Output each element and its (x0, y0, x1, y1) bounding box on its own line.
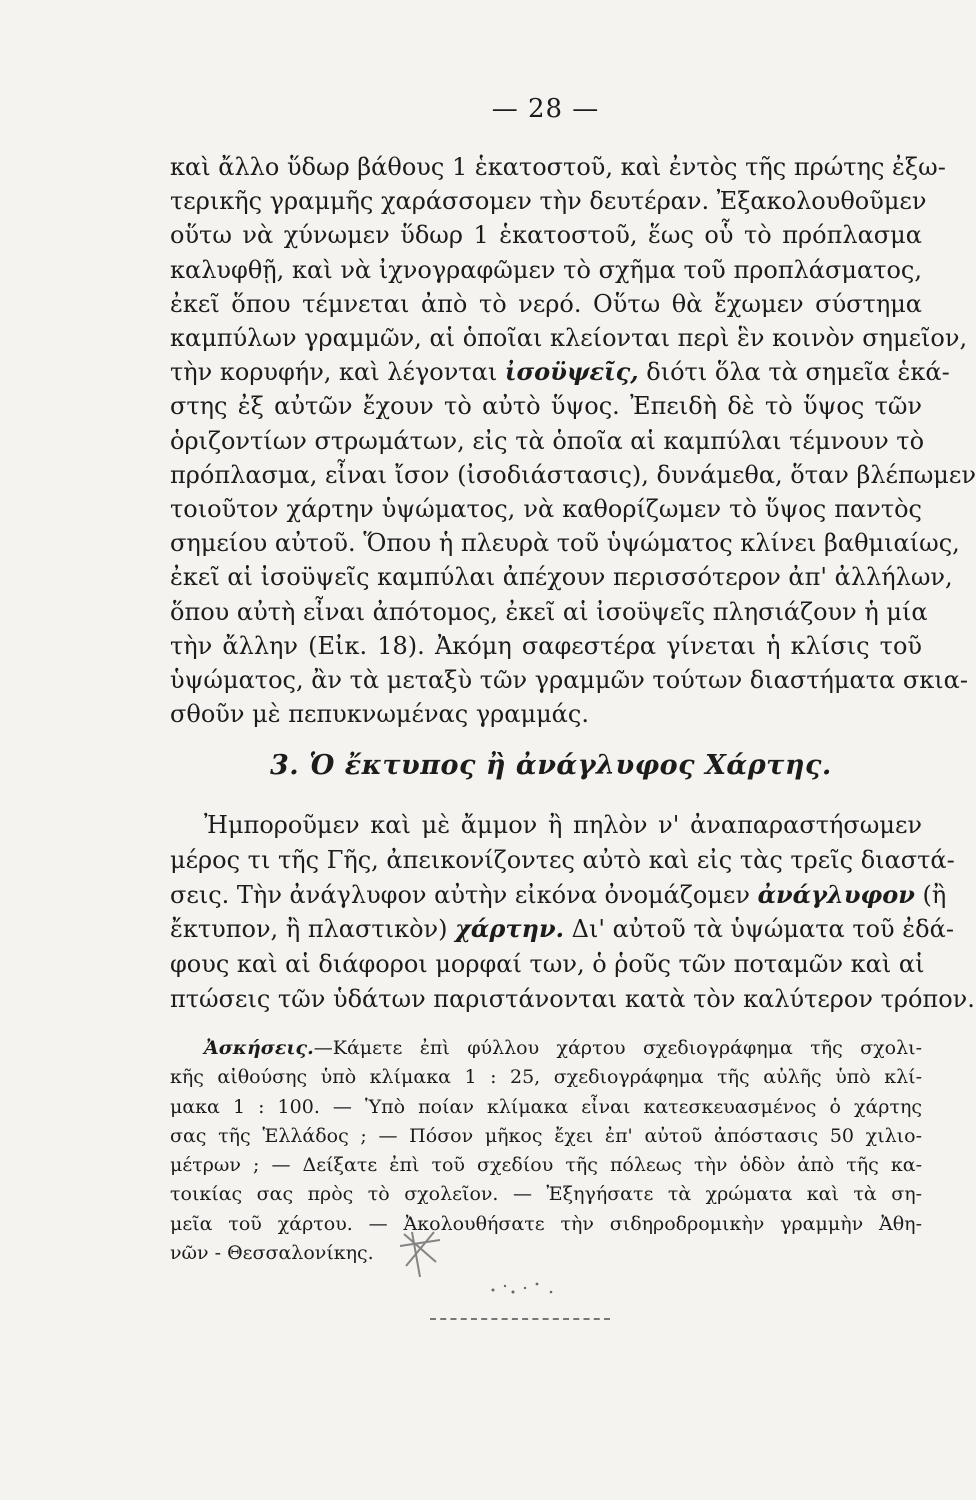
text-segment: τὴν κορυφήν, καὶ λέγονται (170, 358, 498, 387)
text-segment: σεις. Τὴν ἀνάγλυφον αὐτὴν εἰκόνα ὀνομάζομεν (170, 880, 750, 909)
section-heading: 3. Ὁ ἔκτυπος ἢ ἀνάγλυφος Χάρτης. (270, 750, 832, 781)
text-segment: ἔκτυπον, ἢ πλαστικὸν) (170, 915, 448, 944)
main-paragraph (170, 150, 976, 731)
text-segment: διότι ὅλα τὰ σημεῖα ἑκά- (646, 358, 950, 387)
text-line: τοιοῦτον χάρτην ὑψώματος, νὰ καθορίζωμεν τὸ ὕψος παντὸς (170, 495, 922, 524)
text-line: οὕτω νὰ χύνωμεν ὕδωρ 1 ἑκατοστοῦ, ἕως οὗ τὸ πρόπλασμα (170, 221, 922, 250)
text-line: μέρος τι τῆς Γῆς, ἀπεικονίζοντες αὐτὸ καὶ εἰς τὰς τρεῖς διαστά- (170, 845, 955, 874)
text-line: τοικίας σας πρὸς τὸ σχολεῖον. — Ἐξηγήσατε τὰ χρώματα καὶ τὰ ση- (170, 1183, 922, 1206)
text-line: ἐκεῖ ὅπου τέμνεται ἀπὸ τὸ νερό. Οὕτω θὰ ἔχωμεν σύστημα (170, 289, 922, 318)
text-line: στης ἐξ αὐτῶν ἔχουν τὸ αὐτὸ ὕψος. Ἐπειδὴ δὲ τὸ ὕψος τῶν (170, 392, 922, 421)
text-line: φους καὶ αἱ διάφοροι μορφαί των, ὁ ῥοῦς τῶν ποταμῶν καὶ αἱ (170, 950, 925, 979)
ink-mark-icon (390, 1222, 480, 1292)
text-line: τερικῆς γραμμῆς χαράσσομεν τὴν δευτέραν. Ἐξακολουθοῦμεν (170, 187, 927, 216)
text-line: Ἠμποροῦμεν καὶ μὲ ἄμμον ἢ πηλὸν ν' ἀναπαραστήσωμεν (204, 811, 922, 839)
text-line: ὁριζοντίων στρωμάτων, εἰς τὰ ὁποῖα αἱ καμπύλαι τέμνουν τὸ (170, 426, 925, 455)
ink-dots-icon (485, 1278, 565, 1298)
text-line: σας τῆς Ἑλλάδος ; — Πόσον μῆκος ἔχει ἐπ' αὐτοῦ ἀπόστασις 50 χιλιο- (170, 1124, 922, 1147)
text-line: μέτρων ; — Δείξατε ἐπὶ τοῦ σχεδίου τῆς πόλεως τὴν ὁδὸν ἀπὸ τῆς κα- (170, 1154, 922, 1177)
text-line: σημείου αὐτοῦ. Ὅπου ἡ πλευρὰ τοῦ ὑψώματος κλίνει βαθμιαίως, (170, 529, 960, 558)
text-segment: —Κάμετε ἐπὶ φύλλου χάρτου σχεδιογράφημα τῆς σχολι- (313, 1037, 922, 1059)
text-segment: (ἢ (922, 880, 947, 909)
text-line (170, 878, 947, 913)
text-line: ἐκεῖ αἱ ἰσοϋψεῖς καμπύλαι ἀπέχουν περισσότερον ἀπ' ἀλλήλων, (170, 563, 953, 592)
emphasized-term: ἰσοϋψεῖς, (504, 357, 639, 387)
section-paragraph (170, 808, 975, 1017)
text-line: καλυφθῇ, καὶ νὰ ἰχνογραφῶμεν τὸ σχῆμα τοῦ προπλάσματος, (170, 255, 922, 284)
text-line (170, 912, 954, 947)
text-line: πρόπλασμα, εἶναι ἴσον (ἰσοδιάστασις), δυνάμεθα, ὅταν βλέπωμεν (170, 460, 976, 489)
text-line: ὅπου αὐτὴ εἶναι ἀπότομος, ἐκεῖ αἱ ἰσοϋψεῖς πλησιάζουν ἡ μία (170, 597, 928, 626)
exercises-block (170, 1034, 922, 1268)
emphasized-term: χάρτην. (455, 914, 564, 944)
text-line: καμπύλων γραμμῶν, αἱ ὁποῖαι κλείονται περὶ ἓν κοινὸν σημεῖον, (170, 324, 968, 353)
text-line: κῆς αἰθούσης ὑπὸ κλίμακα 1 : 25, σχεδιογράφημα τῆς αὐλῆς ὑπὸ κλί- (170, 1066, 922, 1089)
text-segment: Δι' αὐτοῦ τὰ ὑψώματα τοῦ ἐδά- (571, 915, 954, 944)
text-line: σθοῦν μὲ πεπυκνωμένας γραμμάς. (170, 700, 589, 729)
exercises-label: Ἀσκήσεις. (204, 1037, 314, 1059)
text-line: καὶ ἄλλο ὕδωρ βάθους 1 ἑκατοστοῦ, καὶ ἐντὸς τῆς πρώτης ἐξω- (170, 153, 946, 181)
emphasized-term: ἀνάγλυφον (757, 879, 915, 909)
text-line: νῶν - Θεσσαλονίκης. (170, 1242, 374, 1265)
text-line: μακα 1 : 100. — Ὑπὸ ποίαν κλίμακα εἶναι κατεσκευασμένος ὁ χάρτης (170, 1095, 922, 1118)
text-line: τὴν ἄλλην (Εἰκ. 18). Ἀκόμη σαφεστέρα γίνεται ἡ κλίσις τοῦ (170, 631, 922, 660)
text-line: πτώσεις τῶν ὑδάτων παριστάνονται κατὰ τὸν καλύτερον τρόπον. (170, 984, 975, 1013)
page-number: — 28 — (491, 94, 600, 124)
text-line: μεῖα τοῦ χάρτου. — Ἀκολουθήσατε τὴν σιδηροδρομικὴν γραμμὴν Ἀθη- (170, 1212, 922, 1235)
text-line (170, 355, 950, 389)
text-line: ὑψώματος, ἂν τὰ μεταξὺ τῶν γραμμῶν τούτων διαστήματα σκια- (170, 666, 968, 695)
text-line (170, 1034, 922, 1063)
dashed-divider (430, 1318, 610, 1320)
